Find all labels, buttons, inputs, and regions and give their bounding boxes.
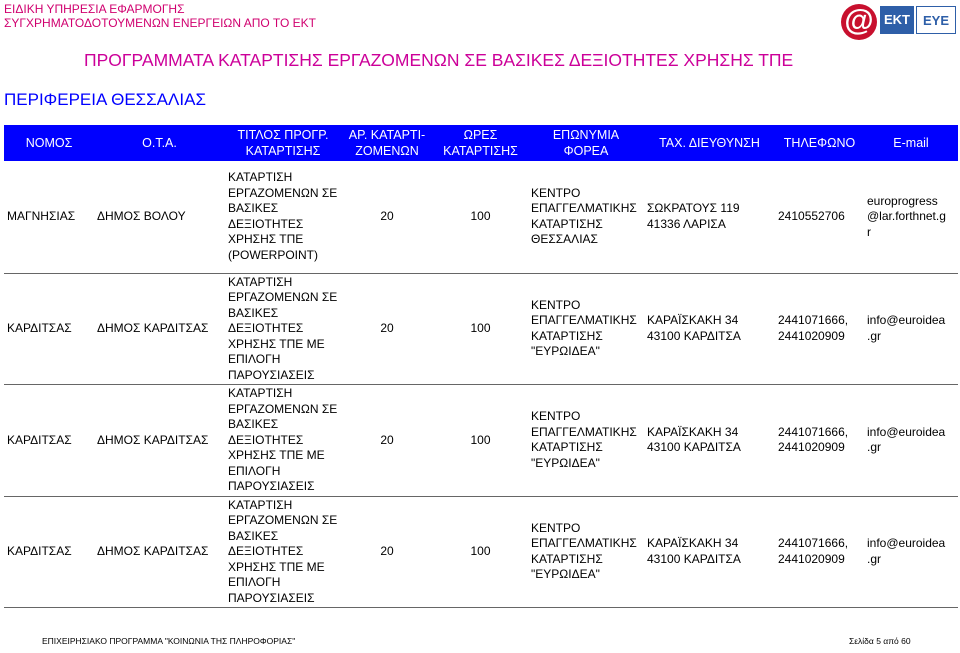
- cell-line: 43100 ΚΑΡΔΙΤΣΑ: [647, 551, 741, 566]
- table-row: [4, 385, 958, 497]
- column-header-address: [644, 125, 775, 161]
- cell-line: ΚΕΝΤΡΟ: [531, 409, 581, 424]
- table-header-row: [4, 125, 958, 161]
- cell-line: ΚΑΤΑΡΤΙΣΗ: [228, 274, 293, 289]
- cell-provider: [528, 273, 644, 385]
- cell-phone: [775, 161, 864, 273]
- cell-line: 41336 ΛΑΡΙΣΑ: [647, 216, 726, 231]
- cell-trainees: 20: [341, 161, 433, 273]
- table-body: [4, 161, 958, 608]
- cell-title: [225, 385, 341, 497]
- cell-address: [644, 385, 775, 497]
- column-header-text: ΖΟΜΕΝΩΝ: [355, 144, 419, 158]
- region-title: ΠΕΡΙΦΕΡΕΙΑ ΘΕΣΣΑΛΙΑΣ: [4, 90, 206, 109]
- cell-title: [225, 496, 341, 608]
- cell-line: ΕΠΑΓΓΕΛΜΑΤΙΚΗΣ: [531, 424, 637, 439]
- cell-line: ΧΡΗΣΗΣ ΤΠΕ ΜΕ: [228, 336, 325, 351]
- table-row: [4, 496, 958, 608]
- cell-line: 2441020909: [778, 440, 845, 455]
- cell-line: 2441020909: [778, 551, 845, 566]
- agency-name-line2: ΣΥΓΧΡΗΜΑΤΟΔΟΤΟΥΜΕΝΩΝ ΕΝΕΡΓΕΙΩΝ ΑΠΟ ΤΟ ΕΚΤ: [4, 16, 316, 30]
- at-sign-logo: @: [841, 4, 877, 40]
- cell-line: 2441071666,: [778, 424, 849, 439]
- cell-line: .gr: [867, 551, 882, 566]
- cell-title: [225, 273, 341, 385]
- ekt-logo: ΕΚΤ: [880, 6, 914, 34]
- cell-nomos: ΚΑΡΔΙΤΣΑΣ: [4, 385, 94, 497]
- cell-title: [225, 161, 341, 273]
- column-header-text: ΤΗΛΕΦΩΝΟ: [783, 136, 856, 150]
- cell-line: info@euroidea: [867, 424, 946, 439]
- cell-line: ΚΕΝΤΡΟ: [531, 297, 581, 312]
- column-header-trainees: [341, 125, 433, 161]
- column-header-text: ΩΡΕΣ: [463, 128, 498, 142]
- cell-line: ΧΡΗΣΗΣ ΤΠΕ: [228, 232, 304, 247]
- cell-line: ΚΑΡΑΪΣΚΑΚΗ 34: [647, 313, 739, 328]
- column-header-text: ΚΑΤΑΡΤΙΣΗΣ: [245, 144, 321, 158]
- cell-hours: 100: [433, 273, 528, 385]
- column-header-hours: [433, 125, 528, 161]
- cell-ota: ΔΗΜΟΣ ΚΑΡΔΙΤΣΑΣ: [94, 385, 225, 497]
- cell-line: ΔΕΞΙΟΤΗΤΕΣ: [228, 216, 304, 231]
- cell-line: 43100 ΚΑΡΔΙΤΣΑ: [647, 328, 741, 343]
- cell-line: ΣΩΚΡΑΤΟΥΣ 119: [647, 201, 740, 216]
- cell-provider: [528, 161, 644, 273]
- cell-line: ΒΑΣΙΚΕΣ: [228, 201, 279, 216]
- cell-line: ΔΕΞΙΟΤΗΤΕΣ: [228, 544, 304, 558]
- cell-line: europrogress: [867, 193, 938, 208]
- column-header-nomos: [4, 125, 94, 161]
- cell-trainees: 20: [341, 496, 433, 608]
- cell-line: (POWERPOINT): [228, 247, 318, 262]
- cell-line: ΠΑΡΟΥΣΙΑΣΕΙΣ: [228, 367, 315, 382]
- column-header-text: E-mail: [893, 136, 929, 150]
- table-row: [4, 273, 958, 385]
- column-header-provider: [528, 125, 644, 161]
- column-header-text: Ο.Τ.Α.: [142, 136, 177, 150]
- column-header-text: ΚΑΤΑΡΤΙΣΗΣ: [443, 144, 518, 158]
- cell-line: 2410552706: [778, 209, 845, 223]
- cell-line: .gr: [867, 328, 882, 343]
- cell-email: [864, 496, 958, 608]
- cell-hours: 100: [433, 496, 528, 608]
- cell-nomos: ΚΑΡΔΙΤΣΑΣ: [4, 496, 94, 608]
- cell-line: ΕΡΓΑΖΟΜΕΝΩΝ ΣΕ: [228, 401, 338, 416]
- cell-line: ΧΡΗΣΗΣ ΤΠΕ ΜΕ: [228, 559, 325, 574]
- cell-email: [864, 273, 958, 385]
- cell-provider: [528, 496, 644, 608]
- cell-phone: [775, 273, 864, 385]
- cell-line: info@euroidea: [867, 313, 946, 328]
- programs-table: [4, 125, 958, 608]
- cell-nomos: ΜΑΓΝΗΣΙΑΣ: [4, 161, 94, 273]
- cell-trainees: 20: [341, 273, 433, 385]
- cell-line: ΕΠΙΛΟΓΗ: [228, 575, 281, 589]
- column-header-ota: [94, 125, 225, 161]
- cell-line: ΚΑΤΑΡΤΙΣΗΣ: [531, 216, 603, 231]
- cell-line: ΚΑΤΑΡΤΙΣΗ: [228, 386, 293, 400]
- cell-line: ΧΡΗΣΗΣ ΤΠΕ ΜΕ: [228, 448, 325, 462]
- cell-line: 43100 ΚΑΡΔΙΤΣΑ: [647, 440, 741, 455]
- agency-name-line1: ΕΙΔΙΚΗ ΥΠΗΡΕΣΙΑ ΕΦΑΡΜΟΓΗΣ: [4, 2, 185, 16]
- cell-line: ΕΡΓΑΖΟΜΕΝΩΝ ΣΕ: [228, 185, 338, 200]
- column-header-text: ΕΠΩΝΥΜΙΑ: [552, 128, 620, 142]
- cell-line: ΒΑΣΙΚΕΣ: [228, 417, 279, 431]
- cell-line: ΕΡΓΑΖΟΜΕΝΩΝ ΣΕ: [228, 513, 338, 527]
- cell-line: ΘΕΣΣΑΛΙΑΣ: [531, 232, 598, 247]
- cell-line: "ΕΥΡΩΙΔΕΑ": [531, 344, 600, 359]
- cell-line: ΚΑΤΑΡΤΙΣΗΣ: [531, 328, 603, 343]
- cell-line: ΒΑΣΙΚΕΣ: [228, 305, 279, 320]
- page-number: Σελίδα 5 από 60: [849, 636, 911, 646]
- cell-line: 2441071666,: [778, 313, 849, 328]
- cell-ota: ΔΗΜΟΣ ΚΑΡΔΙΤΣΑΣ: [94, 496, 225, 608]
- column-header-text: ΦΟΡΕΑ: [563, 144, 609, 158]
- cell-address: [644, 273, 775, 385]
- cell-line: ΕΡΓΑΖΟΜΕΝΩΝ ΣΕ: [228, 290, 338, 304]
- cell-line: ΚΑΤΑΡΤΙΣΗ: [228, 497, 293, 512]
- cell-ota: ΔΗΜΟΣ ΒΟΛΟΥ: [94, 161, 225, 273]
- cell-line: info@euroidea: [867, 536, 946, 551]
- cell-line: @lar.forthnet.g: [867, 209, 946, 223]
- cell-line: 2441020909: [778, 328, 845, 343]
- cell-trainees: 20: [341, 385, 433, 497]
- cell-provider: [528, 385, 644, 497]
- cell-line: ΔΕΞΙΟΤΗΤΕΣ: [228, 432, 304, 447]
- column-header-text: ΑΡ. ΚΑΤΑΡΤΙ-: [348, 128, 426, 142]
- column-header-email: [864, 125, 958, 161]
- cell-address: [644, 161, 775, 273]
- column-header-text: ΝΟΜΟΣ: [25, 136, 73, 150]
- cell-line: "ΕΥΡΩΙΔΕΑ": [531, 567, 600, 582]
- cell-line: ΚΑΡΑΪΣΚΑΚΗ 34: [647, 424, 739, 439]
- cell-line: ΚΑΤΑΡΤΙΣΗ: [228, 170, 293, 185]
- cell-line: ΕΠΑΓΓΕΛΜΑΤΙΚΗΣ: [531, 313, 637, 328]
- cell-line: r: [867, 224, 871, 239]
- cell-nomos: ΚΑΡΔΙΤΣΑΣ: [4, 273, 94, 385]
- cell-hours: 100: [433, 161, 528, 273]
- page-title: ΠΡΟΓΡΑΜΜΑΤΑ ΚΑΤΑΡΤΙΣΗΣ ΕΡΓΑΖΟΜΕΝΩΝ ΣΕ ΒΑΣΙΚΕΣ ΔΕΞΙΟΤΗΤΕΣ ΧΡΗΣΗΣ ΤΠΕ: [84, 50, 794, 70]
- cell-line: 2441071666,: [778, 536, 849, 551]
- cell-line: ΚΑΤΑΡΤΙΣΗΣ: [531, 440, 603, 455]
- cell-ota: ΔΗΜΟΣ ΚΑΡΔΙΤΣΑΣ: [94, 273, 225, 385]
- column-header-text: ΤΑΧ. ΔΙΕΥΘΥΝΣΗ: [659, 136, 760, 150]
- cell-line: ΕΠΙΛΟΓΗ: [228, 463, 281, 478]
- cell-line: ΕΠΑΓΓΕΛΜΑΤΙΚΗΣ: [531, 201, 637, 216]
- cell-hours: 100: [433, 385, 528, 497]
- table-row: [4, 161, 958, 273]
- cell-line: ΒΑΣΙΚΕΣ: [228, 528, 279, 543]
- cell-line: .gr: [867, 440, 882, 455]
- cell-line: ΕΠΙΛΟΓΗ: [228, 352, 281, 366]
- cell-phone: [775, 385, 864, 497]
- cell-line: ΚΕΝΤΡΟ: [531, 520, 581, 535]
- cell-line: ΚΑΡΑΪΣΚΑΚΗ 34: [647, 536, 739, 551]
- cell-line: "ΕΥΡΩΙΔΕΑ": [531, 455, 600, 470]
- footer-program: ΕΠΙΧΕΙΡΗΣΙΑΚΟ ΠΡΟΓΡΑΜΜΑ "ΚΟΙΝΩΝΙΑ ΤΗΣ ΠΛΗΡΟΦΟΡΙΑΣ": [42, 636, 296, 646]
- cell-line: ΕΠΑΓΓΕΛΜΑΤΙΚΗΣ: [531, 536, 637, 551]
- cell-address: [644, 496, 775, 608]
- column-header-title: [225, 125, 341, 161]
- column-header-phone: [775, 125, 864, 161]
- eye-logo: ΕΥΕ: [916, 6, 956, 34]
- cell-line: ΚΕΝΤΡΟ: [531, 185, 581, 200]
- cell-line: ΠΑΡΟΥΣΙΑΣΕΙΣ: [228, 590, 315, 605]
- cell-email: [864, 385, 958, 497]
- cell-email: [864, 161, 958, 273]
- column-header-text: ΤΙΤΛΟΣ ΠΡΟΓΡ.: [237, 128, 329, 142]
- cell-phone: [775, 496, 864, 608]
- cell-line: ΚΑΤΑΡΤΙΣΗΣ: [531, 551, 603, 566]
- cell-line: ΔΕΞΙΟΤΗΤΕΣ: [228, 321, 304, 335]
- cell-line: ΠΑΡΟΥΣΙΑΣΕΙΣ: [228, 479, 315, 493]
